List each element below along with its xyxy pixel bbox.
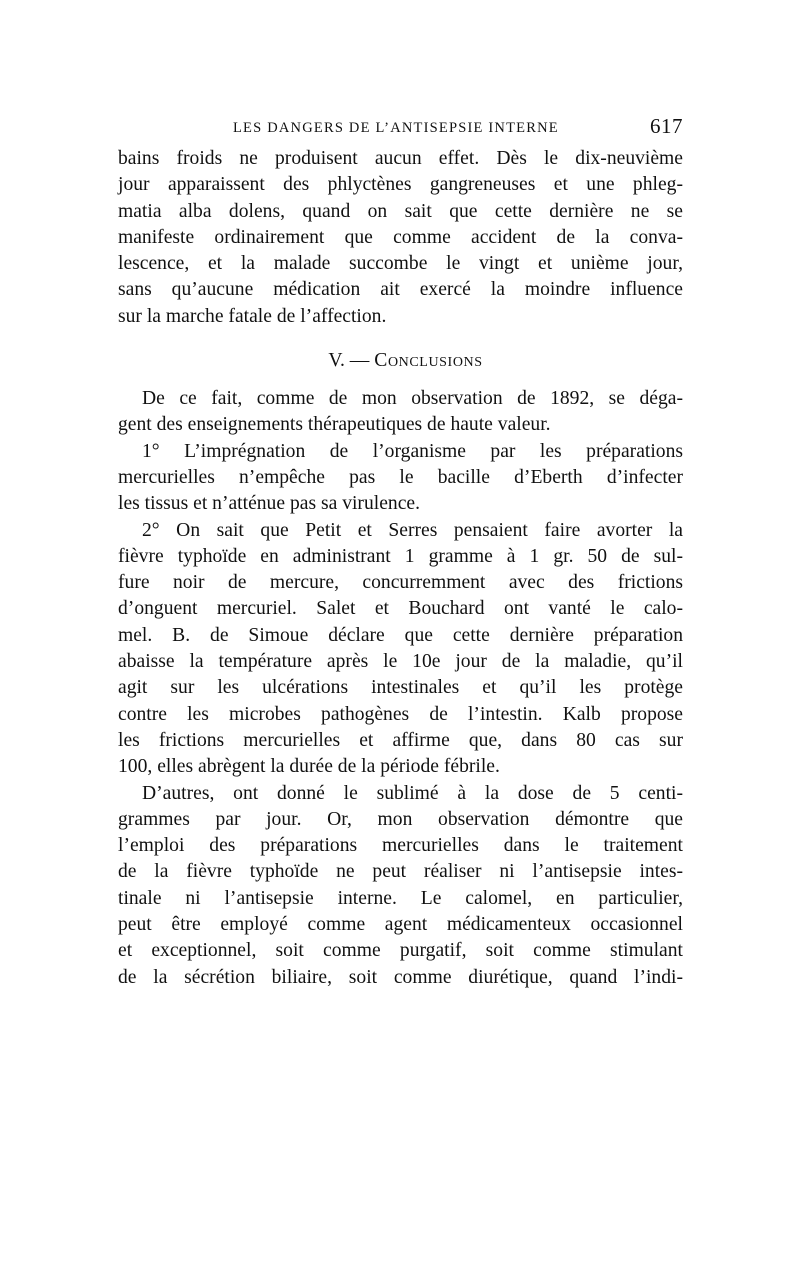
- text-line: peut être employé comme agent médicamenteux occasionnel: [118, 914, 683, 936]
- paragraph-point-1: [118, 439, 683, 518]
- paragraph-continuation: [118, 146, 683, 330]
- text-line: 100, elles abrègent la durée de la période fébrile.: [118, 756, 500, 778]
- text-line: mercurielles n’empêche pas le bacille d’Eberth d’infecter: [118, 466, 683, 488]
- running-head: [118, 112, 683, 146]
- paragraph-point-2: [118, 518, 683, 781]
- text-line: l’emploi des préparations mercurielles dans le traitement: [118, 835, 683, 857]
- text-line: lescence, et la malade succombe le vingt et unième jour,: [118, 253, 683, 275]
- text-line: les frictions mercurielles et affirme que, dans 80 cas sur: [118, 729, 683, 751]
- text-line: bains froids ne produisent aucun effet. Dès le dix-neuvième: [118, 148, 683, 169]
- page-number: 617: [650, 114, 683, 138]
- text-line: 2° On sait que Petit et Serres pensaient faire avorter la: [142, 519, 683, 541]
- text-line: agit sur les ulcérations intestinales et qu’il les protège: [118, 677, 683, 699]
- text-line: matia alba dolens, quand on sait que cette dernière ne se: [118, 200, 683, 222]
- text-line: abaisse la température après le 10e jour de la maladie, qu’il: [118, 651, 683, 673]
- text-line: gent des enseignements thérapeutiques de haute valeur.: [118, 414, 551, 436]
- text-line: manifeste ordinairement que comme accident de la conva-: [118, 226, 683, 248]
- text-line: d’onguent mercuriel. Salet et Bouchard ont vanté le calo-: [118, 598, 683, 620]
- text-line: sur la marche fatale de l’affection.: [118, 305, 387, 327]
- text-line: de la sécrétion biliaire, soit comme diurétique, quand l’indi-: [118, 966, 683, 988]
- section-number: V. —: [328, 350, 370, 372]
- text-line: D’autres, ont donné le sublimé à la dose de 5 centi-: [142, 782, 683, 804]
- text-line: 1° L’imprégnation de l’organisme par les préparations: [142, 440, 683, 462]
- text-line: mel. B. de Simoue déclare que cette dernière préparation: [118, 624, 683, 646]
- text-line: jour apparaissent des phlyctènes gangreneuses et une phleg-: [118, 174, 683, 196]
- text-line: De ce fait, comme de mon observation de 1892, se déga-: [142, 388, 683, 410]
- paragraph-intro: [118, 386, 683, 439]
- text-line: de la fièvre typhoïde ne peut réaliser ni l’antisepsie intes-: [118, 861, 683, 883]
- section-heading: [118, 348, 683, 374]
- text-line: grammes par jour. Or, mon observation démontre que: [118, 808, 683, 830]
- text-line: et exceptionnel, soit comme purgatif, soit comme stimulant: [118, 940, 683, 962]
- text-line: contre les microbes pathogènes de l’intestin. Kalb propose: [118, 703, 683, 725]
- running-title: LES DANGERS DE L’ANTISEPSIE INTERNE: [233, 120, 559, 136]
- text-line: sans qu’aucune médication ait exercé la moindre influence: [118, 279, 683, 301]
- section-title: Conclusions: [374, 350, 483, 372]
- text-line: fièvre typhoïde en administrant 1 gramme à 1 gr. 50 de sul-: [118, 545, 683, 567]
- text-line: tinale ni l’antisepsie interne. Le calomel, en particulier,: [118, 887, 683, 909]
- text-line: les tissus et n’atténue pas sa virulence.: [118, 493, 420, 515]
- text-line: fure noir de mercure, concurremment avec des frictions: [118, 572, 683, 594]
- book-page: [118, 112, 683, 991]
- paragraph-point-3: [118, 781, 683, 991]
